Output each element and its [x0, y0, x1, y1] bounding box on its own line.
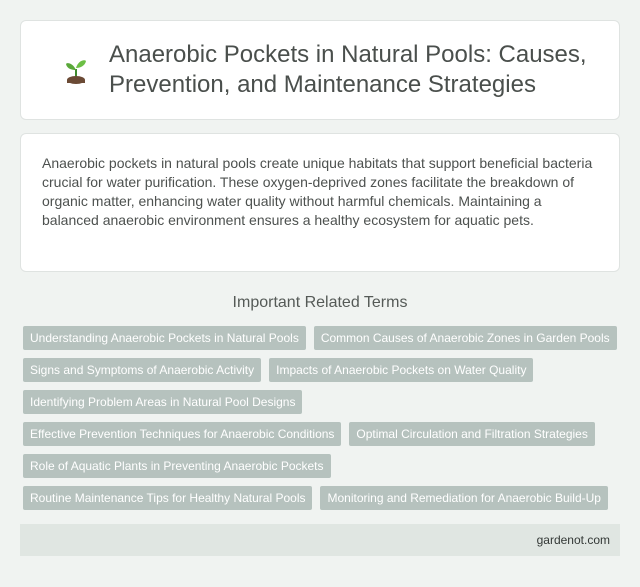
related-term-tag[interactable]: Common Causes of Anaerobic Zones in Garden Pools [314, 326, 617, 350]
related-term-tag[interactable]: Signs and Symptoms of Anaerobic Activity [23, 358, 261, 382]
related-term-tag[interactable]: Impacts of Anaerobic Pockets on Water Quality [269, 358, 533, 382]
description-text: Anaerobic pockets in natural pools create unique habitats that support beneficial bacteria crucial for water purification. These oxygen-deprived zones facilitate the breakdown of organic matter, enhancing water quality without harmful chemicals. Maintaining a balanced anaerobic environment ensures a healthy ecosystem for aquatic pets. [42, 155, 593, 228]
title-card [20, 20, 620, 120]
related-term-tag[interactable]: Optimal Circulation and Filtration Strategies [349, 422, 594, 446]
description-card [20, 133, 620, 272]
related-term-tag[interactable]: Role of Aquatic Plants in Preventing Anaerobic Pockets [23, 454, 331, 478]
related-term-tag[interactable]: Identifying Problem Areas in Natural Pool Designs [23, 390, 302, 414]
related-term-tag[interactable]: Monitoring and Remediation for Anaerobic Build-Up [320, 486, 608, 510]
seedling-icon [61, 55, 91, 85]
related-term-tag[interactable]: Understanding Anaerobic Pockets in Natural Pools [23, 326, 306, 350]
related-terms-list [20, 326, 620, 510]
page-title: Anaerobic Pockets in Natural Pools: Causes, Prevention, and Maintenance Strategies [109, 41, 587, 98]
related-terms-heading: Important Related Terms [232, 294, 408, 311]
footer [20, 524, 620, 556]
site-name[interactable]: gardenot.com [536, 533, 610, 547]
related-term-tag[interactable]: Effective Prevention Techniques for Anaerobic Conditions [23, 422, 341, 446]
related-term-tag[interactable]: Routine Maintenance Tips for Healthy Natural Pools [23, 486, 312, 510]
